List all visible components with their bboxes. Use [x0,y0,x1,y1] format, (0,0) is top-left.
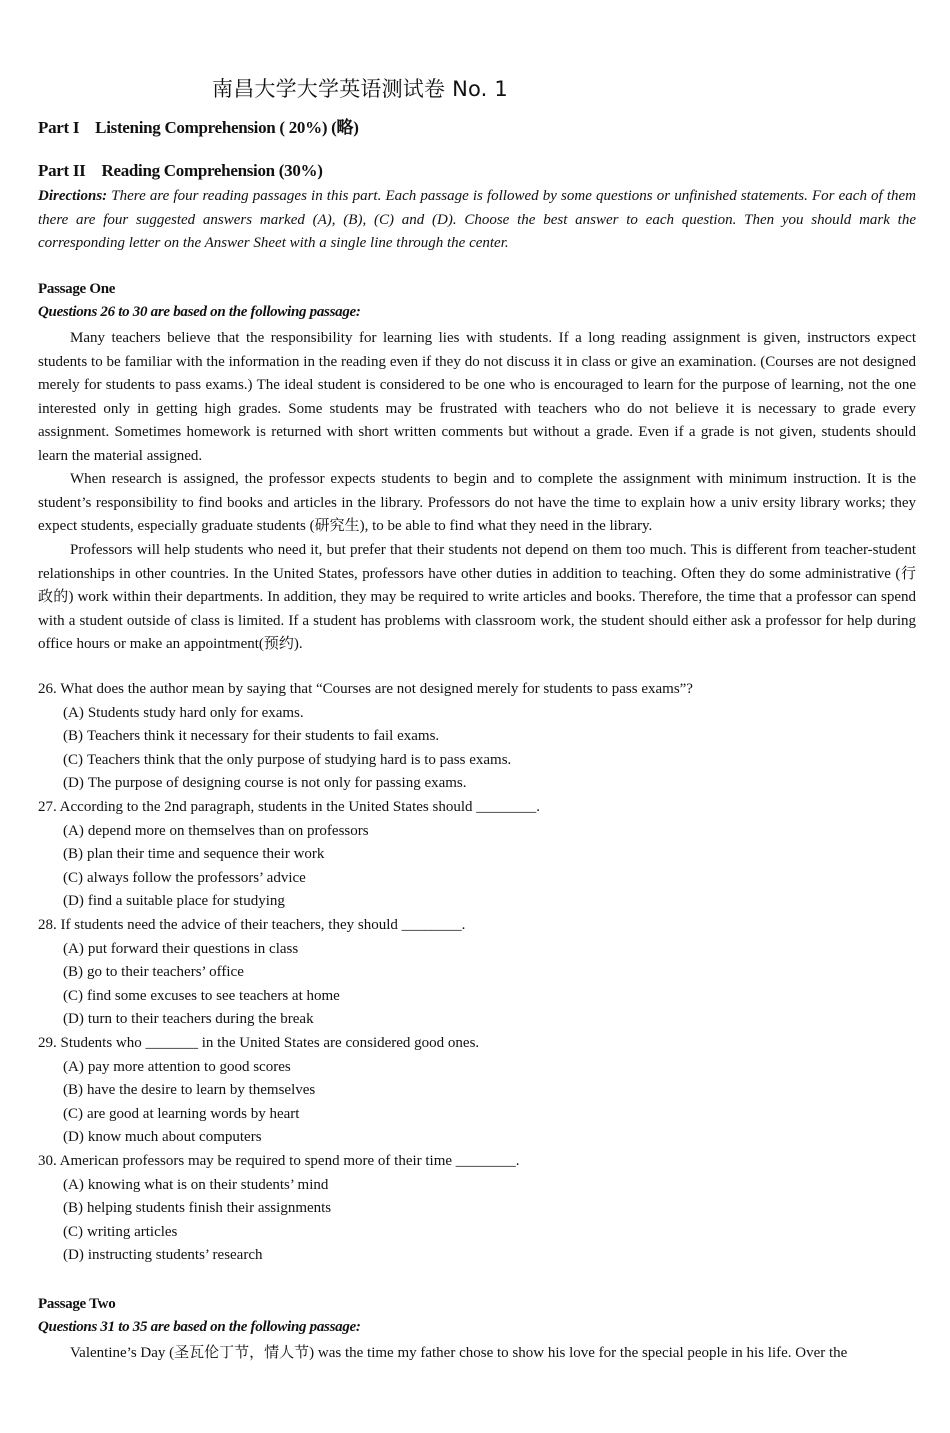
option-text: find some excuses to see teachers at home [87,987,340,1004]
page-title: 南昌大学大学英语测试卷 No. 1 [212,77,508,101]
option-letter: (B) [63,1200,83,1217]
question-stem: 27. According to the 2nd paragraph, students in the United States should ________. [38,799,541,815]
part2-number: Part II [38,161,86,180]
option-letter: (C) [63,1105,83,1122]
option-letter: (D) [63,1129,84,1146]
directions-label: Directions: [38,188,108,204]
option-text: writing articles [87,1223,178,1240]
option-letter: (C) [63,1223,83,1240]
answer-option [63,728,439,745]
passage-two-instruction: Questions 31 to 35 are based on the following passage: [38,1319,361,1335]
option-letter: (C) [63,987,83,1004]
answer-option [63,775,467,792]
option-text: know much about computers [87,1129,262,1146]
option-text: instructing students’ research [87,1247,263,1264]
question-stem: 29. Students who _______ in the United States are considered good ones. [38,1035,480,1051]
option-letter: (A) [63,1058,84,1075]
part1-heading [38,113,359,138]
option-text: pay more attention to good scores [87,1058,291,1075]
answer-option [63,1082,315,1099]
passage-one-heading: Passage One [38,281,116,297]
option-text: Students study hard only for exams. [87,704,304,721]
option-text: find a suitable place for studying [87,893,285,910]
option-text: turn to their teachers during the break [87,1011,314,1028]
option-letter: (D) [63,775,84,792]
answer-option [63,1177,328,1194]
passage-two-heading: Passage Two [38,1296,116,1312]
option-letter: (B) [63,728,83,745]
answer-option [63,964,244,981]
option-text: Teachers think it necessary for their students to fail exams. [87,728,440,745]
option-letter: (D) [63,1011,84,1028]
option-letter: (A) [63,822,84,839]
answer-option [63,870,306,887]
option-text: Teachers think that the only purpose of studying hard is to pass exams. [87,751,512,768]
passage-one-paragraph-1: Many teachers believe that the responsibility for learning lies with students. If a long reading assignment is given, instructors expect students to be familiar with the information in the reading even if they do not discuss it in class or give an examination. (Courses are not designed merely for students to pass exams.) The ideal student is considered to be one who is encouraged to learn for the purpose of learning, not the one interested only in getting high grades. Some students may be frustrated with teachers who do not believe it is necessary to grade every assignment. Sometimes homework is returned with short written comments but without a grade. Even if a grade is not given, students should learn the material assigned. [38,330,916,464]
option-letter: (C) [63,751,83,768]
passage-one-instruction: Questions 26 to 30 are based on the following passage: [38,304,361,320]
part1-number: Part I [38,118,80,137]
passage-one-paragraph-2: When research is assigned, the professor expects students to begin and to complete the assignment with minimum instruction. It is the student’s responsibility to find books and articles in the library. Professors do not have the time to explain how a univ ersity library works; they expect students, especially graduate students (研究生), to be able to find what they need in the library. [38,471,916,535]
part2-heading [38,161,323,181]
option-text: The purpose of designing course is not only for passing exams. [87,775,467,792]
option-text: always follow the professors’ advice [87,869,306,886]
answer-option [63,1200,331,1217]
passage-two-first-line: Valentine’s Day (圣瓦伦丁节，情人节) was the time my father chose to show his love for the special people in his life. Over the [70,1345,848,1361]
option-letter: (B) [63,964,83,981]
option-text: are good at learning words by heart [87,1105,300,1122]
answer-option [63,941,298,958]
option-letter: (D) [63,1247,84,1264]
option-text: plan their time and sequence their work [87,846,325,863]
passage-one-paragraph-3: Professors will help students who need it, but prefer that their students not depend on them too much. This is different from teacher-student relationships in other countries. In the United States, professors have other duties in addition to teaching. Often they do some administrative (行政的) work within their departments. In addition, they may be required to write articles and books. Therefore, the time that a professor can spend with a student outside of class is limited. If a student has problems with classroom work, the student should either ask a professor for help during office hours or make an appointment(预约). [38,542,916,653]
option-letter: (B) [63,846,83,863]
answer-option [63,893,285,910]
question-stem: 28. If students need the advice of their teachers, they should ________. [38,917,466,933]
question-stem: 26. What does the author mean by saying that “Courses are not designed merely for students to pass exams”? [38,681,693,697]
option-text: helping students finish their assignments [87,1200,332,1217]
option-text: depend more on themselves than on professors [87,822,369,839]
option-text: knowing what is on their students’ mind [87,1176,329,1193]
answer-option [63,1129,262,1146]
directions [38,185,916,256]
answer-option [63,1106,299,1123]
option-letter: (A) [63,940,84,957]
answer-option [63,705,304,722]
directions-text: There are four reading passages in this part. Each passage is followed by some questions or unfinished statements. For each of them there are four suggested answers marked (A), (B), (C) and (D). Choose the best answer to each question. Then you should mark the corresponding letter on the Answer Sheet with a single line through the center. [38,188,916,252]
answer-option [63,752,511,769]
option-letter: (A) [63,1176,84,1193]
answer-option [63,846,324,863]
option-text: go to their teachers’ office [87,964,244,981]
option-letter: (C) [63,869,83,886]
option-letter: (D) [63,893,84,910]
question-stem: 30. American professors may be required to spend more of their time ________. [38,1153,520,1169]
option-letter: (A) [63,704,84,721]
answer-option [63,823,369,840]
part1-title: Listening Comprehension ( 20%) (略) [95,118,359,137]
answer-option [63,1247,263,1264]
answer-option [63,988,340,1005]
part2-title: Reading Comprehension (30%) [101,161,323,180]
option-text: put forward their questions in class [87,940,299,957]
answer-option [63,1011,314,1028]
option-text: have the desire to learn by themselves [87,1082,316,1099]
answer-option [63,1059,291,1076]
option-letter: (B) [63,1082,83,1099]
answer-option [63,1224,177,1241]
